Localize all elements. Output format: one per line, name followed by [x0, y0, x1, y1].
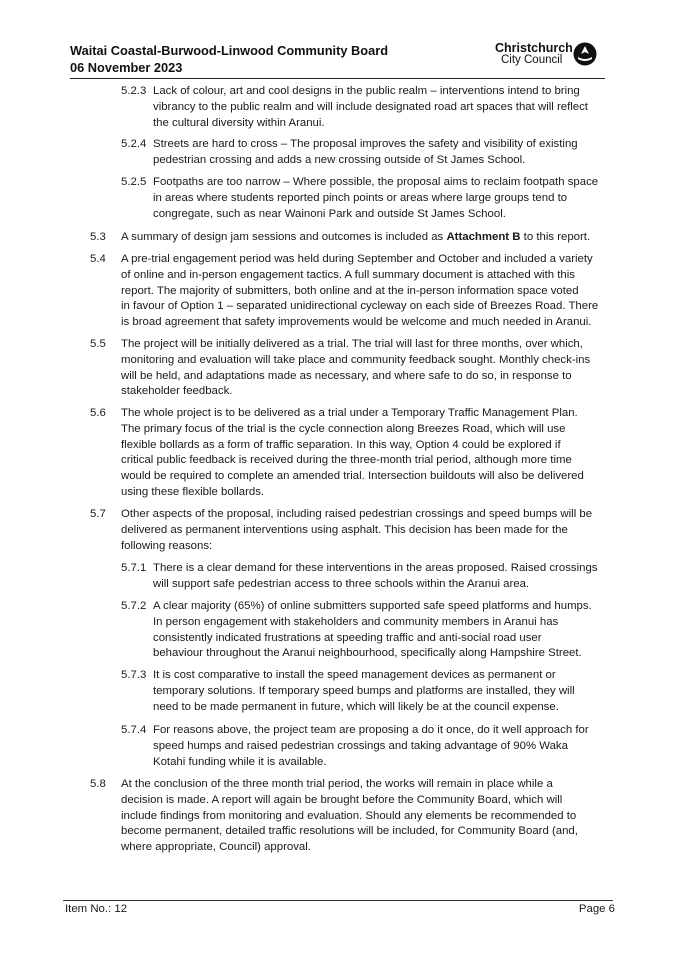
- logo-text-line2: City Council: [501, 54, 563, 66]
- paragraph-number: 5.7.4: [121, 724, 147, 736]
- paragraph-text: Other aspects of the proposal, including raised pedestrian crossings and speed bumps will be delivered as permanent interventions using asphalt. This decision has been made for the following reasons:: [121, 508, 593, 552]
- footer-divider: [63, 900, 613, 901]
- paragraph-text: Streets are hard to cross – The proposal improves the safety and visibility of existing pedestrian crossing and adds a new crossing outside of St James School.: [153, 138, 578, 166]
- paragraph-text: At the conclusion of the three month trial period, the works will remain in place while a decision is made. A report will again be brought before the Community Board, which will include findings from monitoring and evaluation. Should any elements be recommended to become permanent, detailed traffic resolutions will be included, for Community Board (and, where appropriate, Council) approval.: [121, 778, 578, 854]
- paragraph-number: 5.2.3: [121, 85, 147, 97]
- paragraph-number: 5.6: [90, 407, 106, 419]
- paragraph-number: 5.7.3: [121, 669, 147, 681]
- page-number: Page 6: [578, 903, 615, 915]
- paragraph-text: A summary of design jam sessions and outcomes is included as Attachment B to this report.: [121, 231, 591, 243]
- paragraph-number: 5.3: [90, 231, 106, 243]
- paragraph-number: 5.7: [90, 508, 106, 520]
- paragraph-number: 5.8: [90, 778, 106, 790]
- paragraph-text: For reasons above, the project team are proposing a do it once, do it well approach for speed humps and raised pedestrian crossings and taking advantage of 90% Waka Kotahi funding while it is available.: [153, 724, 589, 768]
- council-logo: [495, 42, 597, 66]
- paragraph-number: 5.5: [90, 338, 106, 350]
- paragraph-text: The whole project is to be delivered as a trial under a Temporary Traffic Management Plan. The primary focus of the trial is the cycle connection along Breezes Road, which will use flexible bollards as a form of traffic separation. In this way, Option 4 could be explored if critical public feedback is received during the three-month trial period, although more time would be required to complete an amended trial. Intersection buildouts will also be delivered using these flexible bollards.: [121, 407, 584, 498]
- paragraph-text: There is a clear demand for these interventions in the areas proposed. Raised crossings will support safe pedestrian access to three schools within the Aranui area.: [153, 562, 598, 590]
- header-divider: [70, 78, 605, 79]
- paragraph-number: 5.7.1: [121, 562, 147, 574]
- paragraph-number: 5.2.5: [121, 176, 147, 188]
- paragraph-text: Footpaths are too narrow – Where possible, the proposal aims to reclaim footpath space in areas where students reported pinch points or areas where large groups tend to congregate, such as near Wainoni Park and outside St James School.: [153, 176, 599, 220]
- paragraph-text: Lack of colour, art and cool designs in the public realm – interventions intend to bring vibrancy to the public realm and will include designated road art spaces that will reflect the cultural diversity within Aranui.: [153, 85, 588, 129]
- paragraph-number: 5.7.2: [121, 600, 147, 612]
- meeting-date: 06 November 2023: [70, 60, 183, 75]
- document-header: [70, 42, 388, 76]
- paragraph-text: A pre-trial engagement period was held during September and October and included a variety of online and in-person engagement tactics. A full summary document is attached with this report. The majority of submitters, both online and at the in-person information space voted in favour of Option 1 – separated unidirectional cycleway on each side of Breezes Road. There is broad agreement that safety improvements would be welcome and much needed in Aranui.: [121, 253, 599, 329]
- council-emblem-icon: [573, 42, 597, 66]
- item-number: Item No.: 12: [65, 903, 128, 915]
- paragraph-number: 5.2.4: [121, 138, 147, 150]
- logo-text-line1: Christchurch: [495, 41, 573, 55]
- attachment-reference: Attachment B: [446, 231, 521, 243]
- board-name: Waitai Coastal-Burwood-Linwood Community Board: [70, 43, 389, 58]
- paragraph-number: 5.4: [90, 253, 106, 265]
- paragraph-text: A clear majority (65%) of online submitters supported safe speed platforms and humps. In person engagement with stakeholders and community members in Aranui has consistently indicated frustrations at speeding traffic and anti-social road user behaviour throughout the Aranui neighbourhood, specifically along Hampshire Street.: [153, 600, 592, 660]
- paragraph-text: The project will be initially delivered as a trial. The trial will last for three months, over which, monitoring and evaluation will take place and community feedback sought. Monthly check-ins will be held, and adaptations made as necessary, and where safe to do so, in response to stakeholder feedback.: [121, 338, 591, 398]
- paragraph-text: It is cost comparative to install the speed management devices as permanent or temporary solutions. If temporary speed bumps and platforms are installed, they will need to be made permanent in future, which will likely be at the council expense.: [153, 669, 575, 713]
